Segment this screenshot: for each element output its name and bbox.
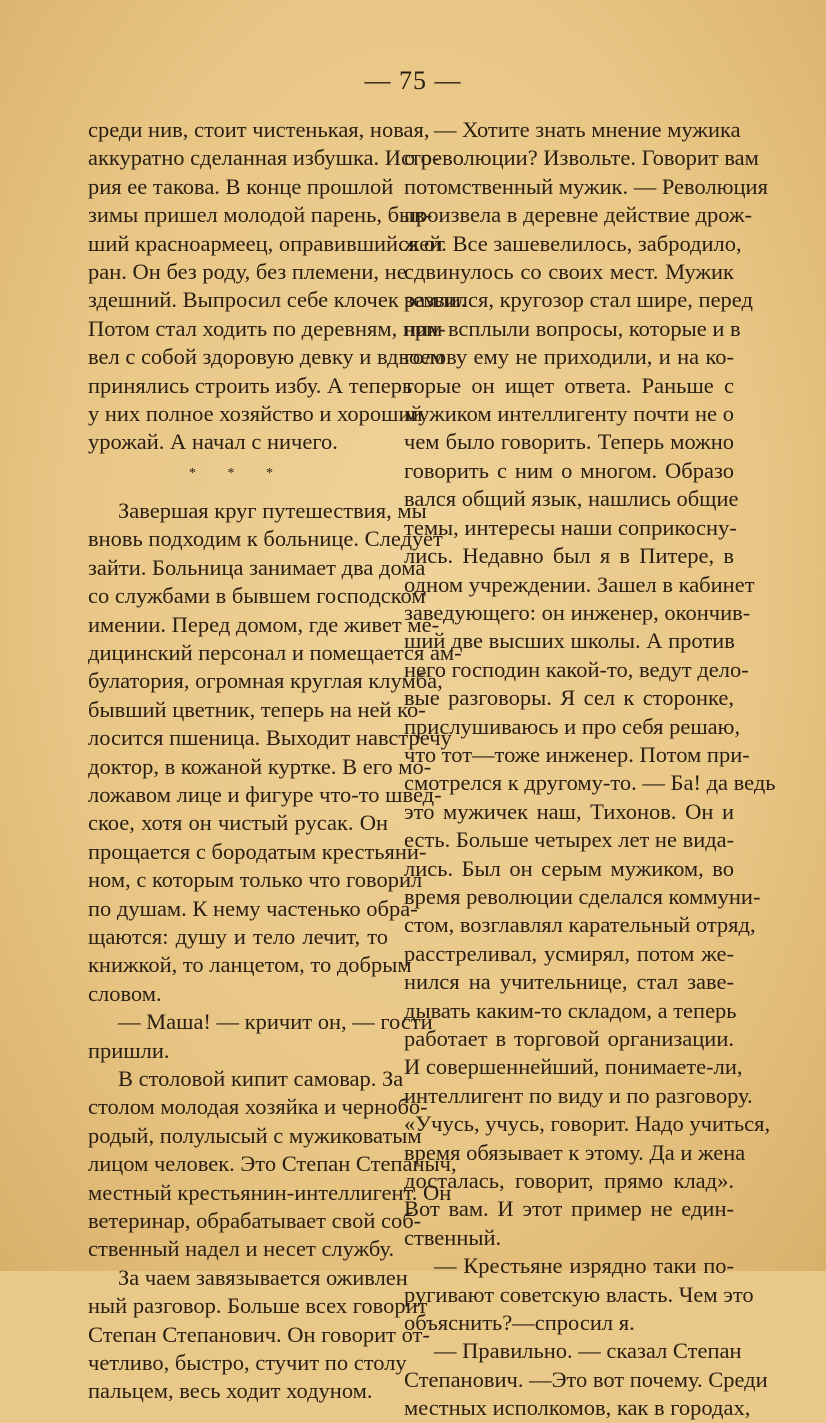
text-line: дицинский персонал и помещается ам- xyxy=(88,639,462,665)
text-line: ское, хотя он чистый русак. Он xyxy=(88,810,388,836)
text-line: со службами в бывшем господском xyxy=(88,583,426,609)
paragraph xyxy=(88,1065,457,1264)
text-line: время обязывает к этому. Да и жена xyxy=(404,1139,746,1165)
text-line: щаются: душу и тело лечит, то xyxy=(88,923,388,949)
page-number: — 75 — xyxy=(364,66,462,95)
text-line: прислушиваюсь и про себя решаю, xyxy=(404,713,741,739)
text-line: развился, кругозор стал шире, перед xyxy=(404,287,753,313)
text-line: вновь подходим к больнице. Следует xyxy=(88,526,443,552)
text-line: лосится пшеница. Выходит навстречу xyxy=(88,725,452,751)
text-line: пальцем, весь ходит ходуном. xyxy=(88,1378,373,1404)
paragraph xyxy=(88,116,467,457)
text-line: досталась, говорит, прямо клад». xyxy=(404,1168,734,1194)
text-line: по душам. К нему частенько обра- xyxy=(88,895,418,921)
text-line: книжкой, то ланцетом, то добрым xyxy=(88,952,412,978)
text-line: торые он ищет ответа. Раньше с xyxy=(404,372,734,398)
text-line: урожай. А начал с ничего. xyxy=(88,429,338,455)
text-line: Завершая круг путешествия, мы xyxy=(118,497,427,523)
text-line: нился на учительнице, стал заве- xyxy=(404,969,734,995)
paragraph xyxy=(88,497,462,1008)
right-column xyxy=(404,116,776,1423)
text-line: ственный надел и несет службу. xyxy=(88,1236,395,1262)
text-line: булатория, огромная круглая клумба, xyxy=(88,668,443,694)
text-line: вался общий язык, нашлись общие xyxy=(404,486,739,512)
text-line: ругивают советскую власть. Чем это xyxy=(404,1281,754,1307)
text-line: В столовой кипит самовар. За xyxy=(118,1066,404,1091)
text-line: лись. Был он серым мужиком, во xyxy=(404,855,734,881)
text-line: — Маша! — кричит он, — гости xyxy=(118,1009,433,1035)
text-line: у них полное хозяйство и хороший xyxy=(88,401,423,427)
text-line: ственный. xyxy=(404,1224,502,1250)
text-line: заведующего: он инженер, окончив- xyxy=(404,599,751,625)
text-line: работает в торговой организации. xyxy=(404,1026,734,1051)
text-line: Вот вам. И этот пример не един- xyxy=(404,1196,734,1222)
text-line: ним всплыли вопросы, которые и в xyxy=(404,315,741,341)
text-line: Степан Степанович. Он говорит от- xyxy=(88,1321,430,1347)
text-line: объяснить?—спросил я. xyxy=(404,1310,635,1336)
text-line: вые разговоры. Я сел к сторонке, xyxy=(404,685,734,711)
text-line: мужиком интеллигенту почти не о xyxy=(404,401,734,427)
text-line: время революции сделался коммуни- xyxy=(404,883,761,909)
text-line: прощается с бородатым крестьяни- xyxy=(88,838,427,864)
text-line: сдвинулось со своих мест. Мужик xyxy=(404,259,734,285)
text-line: голову ему не приходили, и на ко- xyxy=(404,344,734,370)
text-line: родый, полулысый с мужиковатым xyxy=(88,1122,422,1148)
text-line: него господин какой-то, ведут дело- xyxy=(404,656,749,682)
text-line: местных исполкомов, как в городах, xyxy=(404,1395,751,1421)
text-line: что тот—тоже инженер. Потом при- xyxy=(404,741,750,767)
text-line: пришли. xyxy=(88,1037,170,1063)
text-line: здешний. Выпросил себе клочек земли. xyxy=(88,287,467,313)
paragraph xyxy=(404,116,776,1252)
text-line: вел с собой здоровую девку и вдвоем xyxy=(88,344,445,370)
text-line: зимы пришел молодой парень, быв- xyxy=(88,202,433,228)
text-line: рия ее такова. В конце прошлой xyxy=(88,173,394,199)
text-line: о революции? Извольте. Говорит вам xyxy=(404,145,759,171)
paragraph xyxy=(404,1337,768,1422)
text-line: — Хотите знать мнение мужика xyxy=(434,117,741,142)
paragraph xyxy=(88,1008,433,1065)
text-line: произвела в деревне действие дрож- xyxy=(404,202,752,228)
paragraph xyxy=(404,1252,754,1337)
text-line: доктор, в кожаной куртке. В его мо- xyxy=(88,753,432,779)
text-line: дывать каким-то складом, а теперь xyxy=(404,997,737,1023)
text-line: темы, интересы наши соприкосну- xyxy=(404,514,737,540)
text-line: говорить с ним о многом. Образо xyxy=(404,457,734,483)
text-line: среди нив, стоит чистенькая, новая, xyxy=(88,117,430,142)
text-line: ложавом лице и фигуре что-то швед- xyxy=(88,781,442,807)
text-line: ший красноармеец, оправившийся от xyxy=(88,230,445,256)
text-line: это мужичек наш, Тихонов. Он и xyxy=(404,798,734,824)
text-line: ный разговор. Больше всех говорит xyxy=(88,1293,428,1319)
text-line: потомственный мужик. — Революция xyxy=(404,173,768,199)
text-line: лись. Недавно был я в Питере, в xyxy=(404,543,734,569)
text-line: принялись строить избу. А теперь xyxy=(88,372,413,398)
text-line: — Крестьяне изрядно таки по- xyxy=(434,1253,734,1279)
text-line: одном учреждении. Зашел в кабинет xyxy=(404,571,755,597)
text-line: четливо, быстро, стучит по столу xyxy=(88,1350,407,1376)
left-column xyxy=(88,116,467,1406)
text-line: ном, с которым только что говорил xyxy=(88,867,423,893)
text-line: лицом человек. Это Степан Степаныч, xyxy=(88,1151,457,1177)
text-line: ветеринар, обрабатывает свой соб- xyxy=(88,1208,422,1234)
section-separator: * * * xyxy=(189,465,287,481)
text-line: есть. Больше четырех лет не вида- xyxy=(404,827,735,853)
text-line: местный крестьянин-интеллигент. Он xyxy=(88,1179,452,1205)
text-line: чем было говорить. Теперь можно xyxy=(404,429,734,455)
text-line: расстреливал, усмирял, потом же- xyxy=(404,940,734,966)
text-line: словом. xyxy=(88,980,162,1006)
text-line: аккуратно сделанная избушка. Исто- xyxy=(88,145,440,171)
text-line: стом, возглавлял карательный отряд, xyxy=(404,912,756,938)
text-line: жей. Все зашевелилось, забродило, xyxy=(404,230,742,256)
text-line: ран. Он без роду, без племени, не xyxy=(88,259,407,285)
text-line: ший две высших школы. А против xyxy=(404,628,735,654)
text-line: зайти. Больница занимает два дома xyxy=(88,554,426,580)
text-line: бывший цветник, теперь на ней ко- xyxy=(88,696,426,722)
text-line: За чаем завязывается оживлен xyxy=(118,1264,408,1290)
text-line: — Правильно. — сказал Степан xyxy=(434,1338,742,1364)
text-line: «Учусь, учусь, говорит. Надо учиться, xyxy=(404,1111,771,1137)
text-line: Потом стал ходить по деревням, при- xyxy=(88,315,446,341)
text-line: столом молодая хозяйка и чернобо- xyxy=(88,1094,428,1120)
text-line: имении. Перед домом, где живет ме- xyxy=(88,611,440,637)
text-line: И совершеннейший, понимаете-ли, xyxy=(404,1054,743,1080)
text-line: смотрелся к другому-то. — Ба! да ведь xyxy=(404,770,776,796)
text-line: Степанович. —Это вот почему. Среди xyxy=(404,1366,768,1392)
paragraph xyxy=(88,1264,430,1406)
text-line: интеллигент по виду и по разговору. xyxy=(404,1082,753,1108)
